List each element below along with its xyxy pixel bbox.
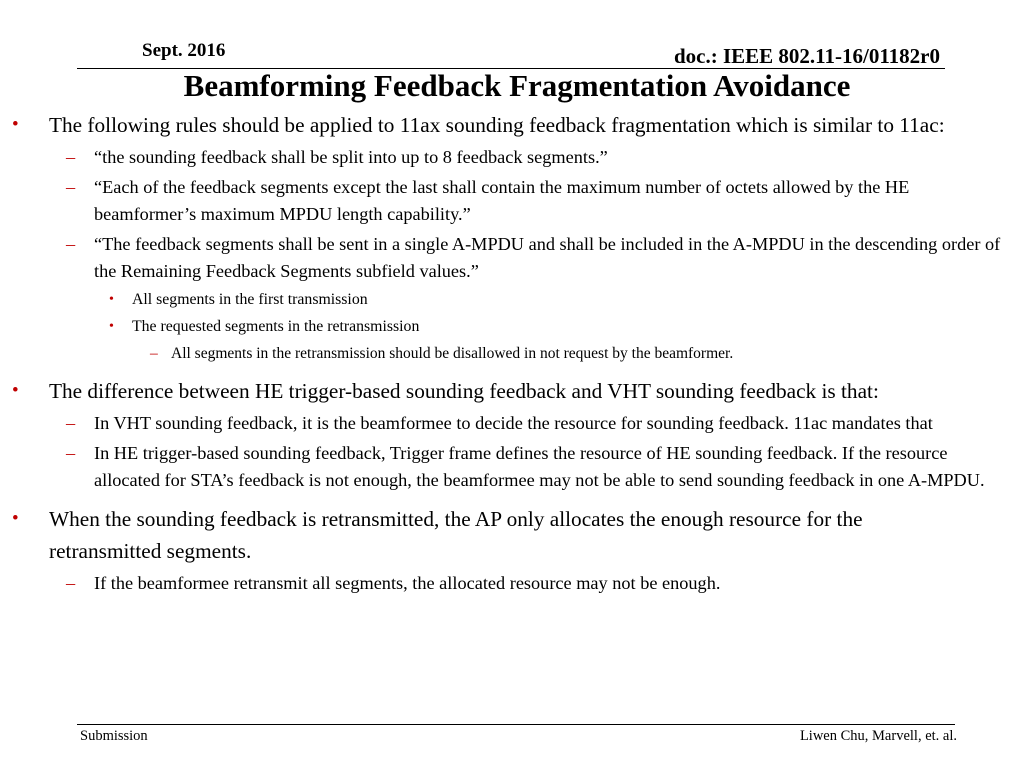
sub-bullet-item: [0, 174, 1016, 228]
bullet-marker: •: [12, 114, 19, 135]
dash-marker: –: [66, 413, 76, 433]
header-doc-id: doc.: IEEE 802.11-16/01182r0: [673, 44, 940, 68]
bullet-marker: •: [109, 292, 114, 307]
bullet-text: The difference between HE trigger-based sounding feedback and VHT sounding feedback is that:: [49, 379, 879, 403]
sub-bullet-text: In HE trigger-based sounding feedback, Trigger frame defines the resource of HE sounding feedback. If the resource allocated for STA’s feedback is not enough, the beamformee may not be able to send sounding feedback in one A-MPDU.: [94, 443, 985, 490]
level4-bullet-item: [0, 342, 991, 366]
header-date: Sept. 2016: [142, 40, 226, 61]
bullet-item: [0, 503, 979, 567]
bullet-marker: •: [109, 319, 114, 334]
footer-divider: [77, 724, 955, 725]
sub-sub-bullet-item: [0, 288, 992, 312]
bullet-item: [0, 109, 979, 141]
sub-bullet-text: In VHT sounding feedback, it is the beamformee to decide the resource for sounding feedback. 11ac mandates that: [94, 413, 933, 433]
dash-marker: –: [66, 177, 76, 197]
sub-sub-bullet-text: The requested segments in the retransmission: [132, 318, 420, 335]
sub-bullet-item: [0, 570, 1016, 597]
slide-title: Beamforming Feedback Fragmentation Avoidance: [183, 68, 851, 103]
sub-bullet-text: “The feedback segments shall be sent in a single A-MPDU and shall be included in the A-MPDU in the descending order of the Remaining Feedback Segments subfield values.”: [94, 234, 1001, 281]
sub-bullet-text: “the sounding feedback shall be split into up to 8 feedback segments.”: [94, 147, 608, 167]
bullet-marker: •: [12, 508, 19, 529]
sub-bullet-text: If the beamformee retransmit all segments, the allocated resource may not be enough.: [94, 573, 721, 593]
sub-sub-bullet-text: All segments in the first transmission: [132, 291, 368, 308]
dash-marker: –: [150, 345, 158, 362]
bullet-marker: •: [12, 380, 19, 401]
dash-marker: –: [66, 234, 76, 254]
dash-marker: –: [66, 443, 76, 463]
sub-bullet-item: [0, 231, 1016, 285]
footer-submission: Submission: [80, 728, 148, 744]
bullet-text: The following rules should be applied to 11ax sounding feedback fragmentation which is similar to 11ac:: [49, 113, 945, 137]
bullet-text: When the sounding feedback is retransmitted, the AP only allocates the enough resource for the retransmitted segments.: [49, 507, 863, 563]
sub-bullet-item: [0, 410, 1016, 437]
footer-authors: Liwen Chu, Marvell, et. al.: [799, 728, 957, 744]
level4-bullet-text: All segments in the retransmission should be disallowed in not request by the beamformer.: [171, 345, 734, 362]
sub-sub-bullet-item: [0, 315, 992, 339]
slide-body: [0, 109, 1024, 597]
dash-marker: –: [66, 573, 76, 593]
dash-marker: –: [66, 147, 76, 167]
sub-bullet-text: “Each of the feedback segments except the last shall contain the maximum number of octets allowed by the HE beamformer’s maximum MPDU length capability.”: [94, 177, 910, 224]
bullet-item: [0, 375, 979, 407]
sub-bullet-item: [0, 440, 1016, 494]
sub-bullet-item: [0, 144, 1016, 171]
